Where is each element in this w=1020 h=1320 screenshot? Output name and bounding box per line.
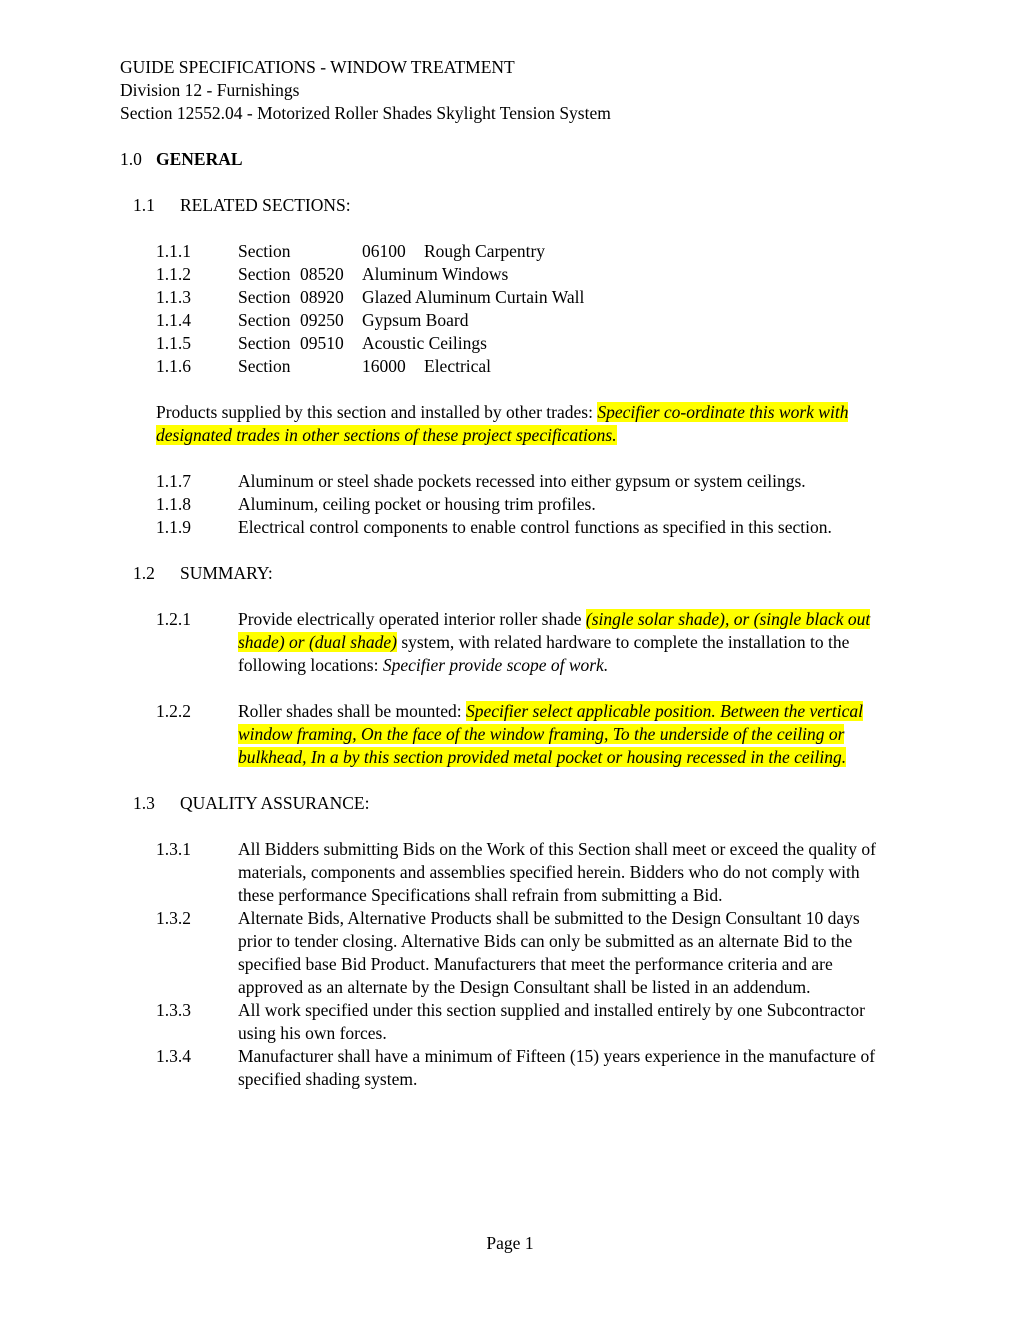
heading-general-number: 1.0 — [120, 149, 142, 169]
section-label: Section — [238, 287, 291, 307]
specifier-note — [156, 401, 890, 447]
item-number: 1.1.6 — [156, 356, 191, 376]
related-extra-list — [120, 470, 890, 539]
section-title: Rough Carpentry — [424, 241, 546, 261]
item-body — [238, 332, 890, 355]
list-item — [156, 838, 890, 907]
list-item — [156, 332, 890, 355]
section-code: 08520 — [300, 264, 344, 284]
item-highlighted-text: (single solar shade), or (single black out shade) or (dual shade) — [238, 609, 871, 652]
section-code: 09250 — [300, 310, 344, 330]
item-number: 1.1.8 — [156, 494, 191, 514]
section-title: Acoustic Ceilings — [362, 333, 487, 353]
item-number: 1.1.3 — [156, 287, 191, 307]
item-number: 1.1.1 — [156, 241, 191, 261]
quality-items-list — [120, 838, 890, 1091]
heading-quality-title: QUALITY ASSURANCE: — [180, 793, 370, 813]
note-highlighted-text: Specifier co-ordinate this work with designated trades in other sections of these project specifications. — [156, 402, 849, 445]
item-number: 1.1.7 — [156, 471, 191, 491]
doc-header — [120, 56, 890, 125]
list-item — [156, 700, 890, 769]
item-body — [238, 263, 890, 286]
item-number: 1.3.2 — [156, 908, 191, 928]
doc-division: Division 12 - Furnishings — [120, 80, 300, 100]
heading-related-title: RELATED SECTIONS: — [180, 195, 351, 215]
section-title: Glazed Aluminum Curtain Wall — [362, 287, 585, 307]
item-number: 1.1.2 — [156, 264, 191, 284]
section-code: 06100 — [362, 241, 406, 261]
list-item — [156, 608, 890, 677]
heading-general-title: GENERAL — [156, 149, 243, 169]
list-item — [156, 355, 890, 378]
section-label: Section — [238, 241, 291, 261]
heading-summary — [133, 562, 890, 585]
heading-summary-number: 1.2 — [133, 563, 155, 583]
list-item — [156, 309, 890, 332]
item-body — [238, 700, 890, 769]
section-label: Section — [238, 264, 291, 284]
item-number: 1.1.5 — [156, 333, 191, 353]
section-code: 09510 — [300, 333, 344, 353]
list-item — [156, 493, 890, 516]
item-plain-text: Provide electrically operated interior roller shade — [238, 609, 586, 629]
section-label: Section — [238, 310, 291, 330]
heading-quality-assurance — [133, 792, 890, 815]
list-item — [156, 907, 890, 999]
heading-general — [120, 148, 890, 171]
section-label: Section — [238, 356, 291, 376]
item-italic-text: Specifier provide scope of work. — [382, 655, 609, 675]
doc-section-line: Section 12552.04 - Motorized Roller Shades Skylight Tension System — [120, 103, 611, 123]
list-item — [156, 470, 890, 493]
item-plain-text: system, with related hardware to complete the installation to the following locations: — [238, 632, 850, 675]
section-label: Section — [238, 333, 291, 353]
item-number: 1.3.3 — [156, 1000, 191, 1020]
item-number: 1.3.1 — [156, 839, 191, 859]
item-text: Aluminum, ceiling pocket or housing trim profiles. — [238, 494, 596, 514]
item-body — [238, 240, 890, 263]
section-title: Electrical — [424, 356, 492, 376]
item-body — [238, 286, 890, 309]
heading-summary-title: SUMMARY: — [180, 563, 273, 583]
list-item — [156, 516, 890, 539]
item-text: Aluminum or steel shade pockets recessed into either gypsum or system ceilings. — [238, 471, 806, 491]
section-title: Aluminum Windows — [362, 264, 509, 284]
heading-related-number: 1.1 — [133, 195, 155, 215]
heading-quality-number: 1.3 — [133, 793, 155, 813]
heading-related-sections — [133, 194, 890, 217]
item-body — [238, 355, 890, 378]
item-highlighted-text: Specifier select applicable position. Between the vertical window framing, On the face of the window framing, To the underside of the ceiling or bulkhead, In a by this section provided metal pocket or housing recessed in the ceiling. — [238, 701, 863, 767]
related-sections-list — [120, 240, 890, 378]
list-item — [156, 1045, 890, 1091]
page-number: Page 1 — [486, 1233, 534, 1253]
item-text: All work specified under this section supplied and installed entirely by one Subcontractor using his own forces. — [238, 1000, 865, 1043]
item-body — [238, 608, 890, 677]
item-number: 1.2.2 — [156, 701, 191, 721]
item-plain-text: Roller shades shall be mounted: — [238, 701, 466, 721]
section-title: Gypsum Board — [362, 310, 469, 330]
list-item — [156, 999, 890, 1045]
item-number: 1.3.4 — [156, 1046, 191, 1066]
item-text: Electrical control components to enable control functions as specified in this section. — [238, 517, 832, 537]
list-item — [156, 240, 890, 263]
item-number: 1.1.9 — [156, 517, 191, 537]
doc-title: GUIDE SPECIFICATIONS - WINDOW TREATMENT — [120, 57, 515, 77]
item-number: 1.1.4 — [156, 310, 191, 330]
item-text: All Bidders submitting Bids on the Work of this Section shall meet or exceed the quality of materials, components and assemblies specified herein. Bidders who do not comply with these performance Specifications shall refrain from submitting a Bid. — [238, 839, 876, 905]
note-plain-text: Products supplied by this section and installed by other trades: — [156, 402, 598, 422]
section-code: 16000 — [362, 356, 406, 376]
item-body — [238, 309, 890, 332]
item-text: Manufacturer shall have a minimum of Fifteen (15) years experience in the manufacture of specified shading system. — [238, 1046, 876, 1089]
section-code: 08920 — [300, 287, 344, 307]
item-text: Alternate Bids, Alternative Products shall be submitted to the Design Consultant 10 days prior to tender closing. Alternative Bids can only be submitted as an alternate Bid to the specified base Bid Product. Manufacturers that meet the performance criteria and are approved as an alternate by the Design Consultant shall be listed in an addendum. — [238, 908, 860, 997]
list-item — [156, 286, 890, 309]
item-number: 1.2.1 — [156, 609, 191, 629]
list-item — [156, 263, 890, 286]
